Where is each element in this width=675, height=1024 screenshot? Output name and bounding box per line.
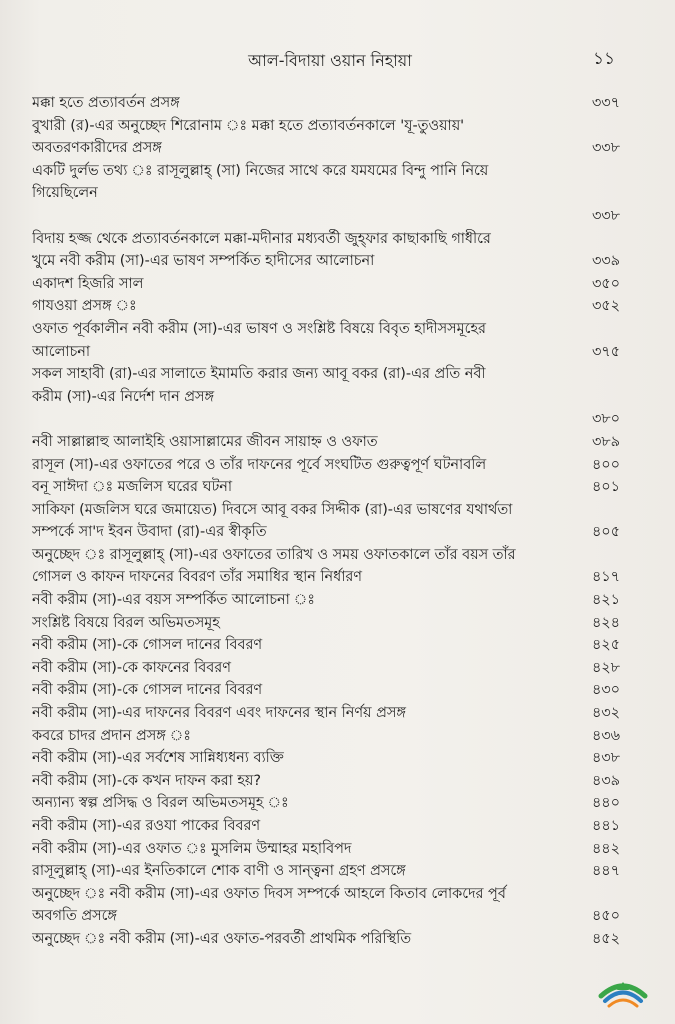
running-title: আল-বিদায়া ওয়ান নিহায়া [248, 51, 412, 70]
toc-entry [32, 318, 622, 363]
toc-entry-title-line: করীম (সা)-এর নির্দেশ দান প্রসঙ্গ [32, 388, 215, 405]
table-of-contents [32, 92, 622, 951]
toc-entry-title-line: নবী করীম (সা)-কে গোসল দানের বিবরণ [32, 682, 263, 699]
toc-entry-title-line: অবগতি প্রসঙ্গে [32, 908, 117, 925]
toc-entry-page-number: ৪০০ [591, 456, 620, 473]
toc-entry-page-number: ৪২৮ [591, 659, 620, 676]
toc-entry-page-number: ৪২১ [591, 592, 620, 609]
toc-entry-title-line: অন্যান্য স্বল্প প্রসিদ্ধ ও বিরল অভিমতসমূহ ঃ [32, 795, 289, 812]
toc-entry [32, 634, 622, 657]
toc-entry-page-number: ৪৪০ [591, 795, 620, 812]
toc-entry [32, 815, 622, 838]
toc-entry-title-line: নবী করীম (সা)-এর রওযা পাকের বিবরণ [32, 818, 261, 834]
toc-entry-page-number: ৩৮০ [591, 411, 620, 428]
page-number: ১১ [592, 49, 615, 69]
toc-entry-page-number: ৪২৫ [591, 637, 620, 654]
toc-entry [32, 160, 622, 228]
toc-entry-title-line: নবী করীম (সা)-কে গোসল দানের বিবরণ [32, 637, 263, 654]
toc-entry-title-line: আলোচনা [32, 343, 90, 360]
toc-entry-title-line: সম্পর্কে সা'দ ইবন উবাদা (রা)-এর স্বীকৃতি [32, 524, 267, 541]
toc-entry [32, 860, 622, 883]
toc-entry-page-number: ৪৩০ [591, 682, 620, 699]
toc-entry-title-line: বনূ সাঈদা ঃ মজলিস ঘরের ঘটনা [32, 479, 233, 496]
toc-entry-page-number: ৩৩৮ [591, 207, 620, 224]
toc-entry-title-line: বুখারী (র)-এর অনুচ্ছেদ শিরোনাম ঃ মক্কা হতে প্রত্যাবর্তনকালে 'যূ-তুওয়ায়' [32, 117, 465, 134]
toc-entry-title-line: নবী করীম (সা)-কে কাফনের বিবরণ [32, 659, 231, 676]
toc-entry-title-line: অবতরণকারীদের প্রসঙ্গ [32, 140, 162, 157]
toc-entry [32, 295, 622, 318]
toc-entry-title-line: নবী করীম (সা)-এর সর্বশেষ সান্নিধ্যধন্য ব্যক্তি [32, 750, 284, 767]
toc-entry-page-number: ৩৩৮ [591, 140, 620, 157]
toc-entry-title-line: নবী করীম (সা)-এর ওফাত ঃ মুসলিম উম্মাহর মহাবিপদ [32, 840, 352, 857]
toc-entry-title-line: নবী সাল্লাল্লাহু আলাইহি ওয়াসাল্লামের জীবন সায়াহ্ন ও ওফাত [32, 433, 378, 450]
toc-entry-title-line: সংশ্লিষ্ট বিষয়ে বিরল অভিমতসমূহ [32, 614, 220, 631]
toc-entry-page-number: ৩৫২ [591, 298, 620, 315]
toc-entry-page-number: ৪৪৭ [591, 863, 620, 880]
toc-entry [32, 589, 622, 612]
toc-entry-title-line: সাকিফা (মজলিস ঘরে জমায়েত) দিবসে আবূ বকর সিদ্দীক (রা)-এর ভাষণের যথার্থতা [32, 501, 513, 518]
toc-entry-page-number: ৪৪২ [591, 840, 620, 857]
toc-entry-page-number: ৪১৭ [591, 569, 620, 586]
toc-entry [32, 770, 622, 793]
toc-entry [32, 115, 622, 160]
toc-entry-title-line: গোসল ও কাফন দাফনের বিবরণ তাঁর সমাধির স্থান নির্ধারণ [32, 569, 363, 586]
toc-entry [32, 792, 622, 815]
toc-entry [32, 228, 622, 273]
toc-entry-page-number: ৩৫০ [591, 275, 620, 292]
toc-entry [32, 544, 622, 589]
toc-entry [32, 838, 622, 861]
toc-entry-page-number: ৩৩৯ [591, 253, 620, 270]
toc-entry-title-line: নবী করীম (সা)-কে কখন দাফন করা হয়? [32, 772, 262, 789]
toc-entry-title-line: কবরে চাদর প্রদান প্রসঙ্গ ঃ [32, 727, 191, 744]
toc-entry-title-line: গিয়েছিলেন [32, 185, 98, 202]
toc-entry [32, 747, 622, 770]
toc-entry [32, 499, 622, 544]
toc-entry [32, 476, 622, 499]
toc-entry-title-line: রাসূল (সা)-এর ওফাতের পরে ও তাঁর দাফনের পূর্বে সংঘটিত গুরুত্বপূর্ণ ঘটনাবলি [32, 456, 487, 473]
toc-entry-page-number: ৩৩৭ [591, 95, 620, 111]
toc-entry [32, 657, 622, 680]
toc-entry-page-number: ৪৫০ [591, 908, 620, 925]
toc-entry-page-number: ৩৭৫ [591, 343, 620, 360]
toc-entry [32, 431, 622, 454]
toc-entry [32, 928, 622, 951]
toc-entry-title-line: নবী করীম (সা)-এর বয়স সম্পর্কিত আলোচনা ঃ [32, 592, 315, 609]
toc-entry-page-number: ৪৩২ [591, 705, 620, 722]
toc-entry-title-line: নবী করীম (সা)-এর দাফনের বিবরণ এবং দাফনের স্থান নির্ণয় প্রসঙ্গ [32, 705, 406, 722]
toc-entry-title-line: একাদশ হিজরি সাল [32, 275, 144, 292]
toc-entry-title-line: সকল সাহাবী (রা)-এর সালাতে ইমামতি করার জন্য আবূ বকর (রা)-এর প্রতি নবী [32, 366, 486, 383]
toc-entry-page-number: ৪৩৯ [591, 772, 620, 789]
toc-entry-title-line: অনুচ্ছেদ ঃ রাসূলুল্লাহ্ (সা)-এর ওফাতের তারিখ ও সময় ওফাতকালে তাঁর বয়স তাঁর [32, 546, 516, 563]
toc-entry-title-line: অনুচ্ছেদ ঃ নবী করীম (সা)-এর ওফাত দিবস সম্পর্কে আহলে কিতাব লোকদের পূর্ব [32, 885, 506, 902]
toc-entry [32, 702, 622, 725]
toc-entry [32, 454, 622, 477]
toc-entry-title-line: বিদায় হজ্জ থেকে প্রত্যাবর্তনকালে মক্কা-মদীনার মধ্যবর্তী জুহ্ফার কাছাকাছি গাধীরে [32, 230, 491, 247]
toc-entry-page-number: ৪০১ [591, 479, 620, 496]
toc-entry-title-line: একটি দুর্লভ তথ্য ঃ রাসূলুল্লাহ্ (সা) নিজের সাথে করে যমযমের বিন্দু পানি নিয়ে [32, 162, 489, 179]
toc-entry-title-line: মক্কা হতে প্রত্যাবর্তন প্রসঙ্গ [32, 95, 180, 111]
toc-entry-page-number: ৪২৪ [591, 614, 620, 631]
toc-entry-title-line: অনুচ্ছেদ ঃ নবী করীম (সা)-এর ওফাত-পরবর্তী প্রাথমিক পরিস্থিতি [32, 930, 412, 947]
toc-entry-page-number: ৩৮৯ [591, 433, 620, 450]
toc-entry-title-line: ওফাত পূর্বকালীন নবী করীম (সা)-এর ভাষণ ও সংশ্লিষ্ট বিষয়ে বিবৃত হাদীসসমূহের [32, 320, 486, 337]
toc-entry-page-number: ৪৫২ [591, 930, 620, 947]
toc-entry [32, 679, 622, 702]
toc-entry-title-line: রাসূলুল্লাহ্ (সা)-এর ইনতিকালে শোক বাণী ও সান্ত্বনা গ্রহণ প্রসঙ্গে [32, 863, 406, 880]
toc-entry [32, 363, 622, 431]
publisher-logo-icon [595, 970, 651, 1010]
toc-entry-title-line: গাযওয়া প্রসঙ্গ ঃ [32, 298, 137, 315]
toc-entry [32, 883, 622, 928]
toc-entry-page-number: ৪০৫ [591, 524, 620, 541]
toc-entry [32, 92, 622, 115]
toc-entry [32, 273, 622, 296]
toc-entry-page-number: ৪৩৬ [591, 727, 620, 744]
toc-entry-page-number: ৪৩৮ [591, 750, 620, 767]
toc-entry [32, 612, 622, 635]
toc-entry [32, 725, 622, 748]
toc-entry-title-line: খুমে নবী করীম (সা)-এর ভাষণ সম্পর্কিত হাদীসের আলোচনা [32, 253, 375, 270]
toc-entry-page-number: ৪৪১ [591, 818, 620, 834]
